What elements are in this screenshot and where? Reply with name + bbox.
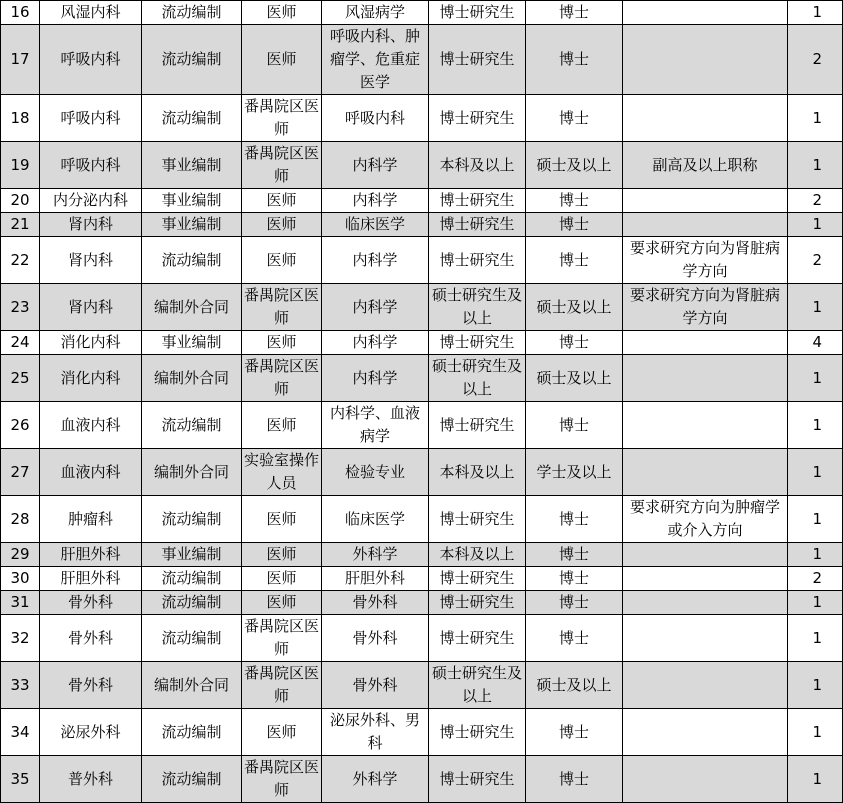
- position-cell: 番禺院区医师: [242, 95, 322, 142]
- requirement-note-cell: [623, 95, 788, 142]
- position-cell: 医师: [242, 25, 322, 95]
- requirement-note-cell: [623, 449, 788, 496]
- department-cell: 肝胆外科: [40, 543, 142, 567]
- education-cell: 博士研究生: [429, 25, 526, 95]
- position-cell: 医师: [242, 331, 322, 355]
- row-number: 17: [1, 25, 40, 95]
- education-cell: 博士研究生: [429, 189, 526, 213]
- table-row: [1, 331, 843, 355]
- major-cell: 临床医学: [322, 496, 429, 543]
- degree-cell: 硕士及以上: [526, 355, 623, 402]
- position-cell: 番禺院区医师: [242, 142, 322, 189]
- position-cell: 医师: [242, 402, 322, 449]
- headcount-cell: 1: [788, 615, 843, 662]
- table-row: [1, 213, 843, 237]
- staffing-type-cell: 流动编制: [142, 237, 242, 284]
- headcount-cell: 1: [788, 449, 843, 496]
- table-row: [1, 237, 843, 284]
- education-cell: 本科及以上: [429, 449, 526, 496]
- education-cell: 博士研究生: [429, 213, 526, 237]
- education-cell: 博士研究生: [429, 756, 526, 803]
- staffing-type-cell: 流动编制: [142, 95, 242, 142]
- headcount-cell: 1: [788, 662, 843, 709]
- headcount-cell: 2: [788, 189, 843, 213]
- requirement-note-cell: [623, 189, 788, 213]
- education-cell: 博士研究生: [429, 1, 526, 25]
- row-number: 21: [1, 213, 40, 237]
- education-cell: 博士研究生: [429, 615, 526, 662]
- row-number: 19: [1, 142, 40, 189]
- education-cell: 本科及以上: [429, 543, 526, 567]
- table-row: [1, 709, 843, 756]
- position-cell: 实验室操作人员: [242, 449, 322, 496]
- row-number: 27: [1, 449, 40, 496]
- major-cell: 呼吸内科: [322, 95, 429, 142]
- requirement-note-cell: [623, 567, 788, 591]
- education-cell: 硕士研究生及以上: [429, 355, 526, 402]
- requirement-note-cell: [623, 756, 788, 803]
- staffing-type-cell: 事业编制: [142, 331, 242, 355]
- requirement-note-cell: [623, 355, 788, 402]
- education-cell: 博士研究生: [429, 591, 526, 615]
- education-cell: 硕士研究生及以上: [429, 284, 526, 331]
- degree-cell: 博士: [526, 567, 623, 591]
- position-cell: 番禺院区医师: [242, 284, 322, 331]
- staffing-type-cell: 流动编制: [142, 25, 242, 95]
- staffing-type-cell: 编制外合同: [142, 284, 242, 331]
- headcount-cell: 1: [788, 709, 843, 756]
- position-cell: 番禺院区医师: [242, 615, 322, 662]
- position-cell: 医师: [242, 189, 322, 213]
- degree-cell: 博士: [526, 189, 623, 213]
- education-cell: 博士研究生: [429, 567, 526, 591]
- staffing-type-cell: 流动编制: [142, 567, 242, 591]
- degree-cell: 博士: [526, 709, 623, 756]
- degree-cell: 博士: [526, 591, 623, 615]
- degree-cell: 硕士及以上: [526, 284, 623, 331]
- staffing-type-cell: 事业编制: [142, 189, 242, 213]
- department-cell: 肾内科: [40, 284, 142, 331]
- row-number: 23: [1, 284, 40, 331]
- degree-cell: 博士: [526, 213, 623, 237]
- row-number: 16: [1, 1, 40, 25]
- education-cell: 博士研究生: [429, 95, 526, 142]
- staffing-type-cell: 流动编制: [142, 402, 242, 449]
- degree-cell: 硕士及以上: [526, 142, 623, 189]
- requirement-note-cell: 副高及以上职称: [623, 142, 788, 189]
- requirement-note-cell: [623, 662, 788, 709]
- education-cell: 博士研究生: [429, 331, 526, 355]
- degree-cell: 博士: [526, 95, 623, 142]
- table-row: [1, 284, 843, 331]
- headcount-cell: 1: [788, 496, 843, 543]
- table-row: [1, 355, 843, 402]
- department-cell: 泌尿外科: [40, 709, 142, 756]
- staffing-type-cell: 事业编制: [142, 142, 242, 189]
- major-cell: 内科学: [322, 142, 429, 189]
- position-cell: 医师: [242, 591, 322, 615]
- requirement-note-cell: [623, 709, 788, 756]
- major-cell: 肝胆外科: [322, 567, 429, 591]
- degree-cell: 博士: [526, 331, 623, 355]
- position-cell: 番禺院区医师: [242, 756, 322, 803]
- table-row: [1, 95, 843, 142]
- row-number: 30: [1, 567, 40, 591]
- department-cell: 肾内科: [40, 213, 142, 237]
- position-cell: 医师: [242, 1, 322, 25]
- row-number: 31: [1, 591, 40, 615]
- requirement-note-cell: [623, 615, 788, 662]
- table-row: [1, 449, 843, 496]
- degree-cell: 博士: [526, 543, 623, 567]
- major-cell: 内科学: [322, 355, 429, 402]
- department-cell: 肝胆外科: [40, 567, 142, 591]
- table-row: [1, 402, 843, 449]
- table-body: [1, 1, 843, 803]
- degree-cell: 博士: [526, 1, 623, 25]
- requirement-note-cell: [623, 331, 788, 355]
- requirement-note-cell: [623, 402, 788, 449]
- requirement-note-cell: [623, 543, 788, 567]
- staffing-type-cell: 编制外合同: [142, 449, 242, 496]
- row-number: 29: [1, 543, 40, 567]
- staffing-type-cell: 流动编制: [142, 1, 242, 25]
- degree-cell: 博士: [526, 237, 623, 284]
- row-number: 25: [1, 355, 40, 402]
- position-cell: 番禺院区医师: [242, 355, 322, 402]
- education-cell: 本科及以上: [429, 142, 526, 189]
- headcount-cell: 1: [788, 402, 843, 449]
- department-cell: 内分泌内科: [40, 189, 142, 213]
- education-cell: 博士研究生: [429, 496, 526, 543]
- requirement-note-cell: [623, 213, 788, 237]
- degree-cell: 博士: [526, 615, 623, 662]
- table-row: [1, 567, 843, 591]
- education-cell: 博士研究生: [429, 402, 526, 449]
- row-number: 20: [1, 189, 40, 213]
- table-row: [1, 189, 843, 213]
- major-cell: 内科学、血液病学: [322, 402, 429, 449]
- department-cell: 呼吸内科: [40, 95, 142, 142]
- major-cell: 泌尿外科、男科: [322, 709, 429, 756]
- table-row: [1, 1, 843, 25]
- major-cell: 骨外科: [322, 662, 429, 709]
- row-number: 34: [1, 709, 40, 756]
- staffing-type-cell: 编制外合同: [142, 355, 242, 402]
- headcount-cell: 1: [788, 213, 843, 237]
- department-cell: 风湿内科: [40, 1, 142, 25]
- department-cell: 血液内科: [40, 402, 142, 449]
- position-cell: 医师: [242, 237, 322, 284]
- department-cell: 普外科: [40, 756, 142, 803]
- staffing-type-cell: 事业编制: [142, 213, 242, 237]
- major-cell: 风湿病学: [322, 1, 429, 25]
- row-number: 22: [1, 237, 40, 284]
- headcount-cell: 2: [788, 567, 843, 591]
- requirement-note-cell: 要求研究方向为肾脏病学方向: [623, 237, 788, 284]
- department-cell: 肿瘤科: [40, 496, 142, 543]
- degree-cell: 博士: [526, 756, 623, 803]
- row-number: 35: [1, 756, 40, 803]
- position-cell: 医师: [242, 213, 322, 237]
- requirement-note-cell: [623, 25, 788, 95]
- education-cell: 博士研究生: [429, 237, 526, 284]
- position-cell: 医师: [242, 709, 322, 756]
- requirement-note-cell: [623, 1, 788, 25]
- row-number: 33: [1, 662, 40, 709]
- staffing-type-cell: 编制外合同: [142, 662, 242, 709]
- row-number: 18: [1, 95, 40, 142]
- degree-cell: 学士及以上: [526, 449, 623, 496]
- headcount-cell: 1: [788, 1, 843, 25]
- major-cell: 检验专业: [322, 449, 429, 496]
- major-cell: 骨外科: [322, 591, 429, 615]
- degree-cell: 博士: [526, 496, 623, 543]
- row-number: 32: [1, 615, 40, 662]
- major-cell: 内科学: [322, 331, 429, 355]
- table-row: [1, 496, 843, 543]
- requirement-note-cell: 要求研究方向为肾脏病学方向: [623, 284, 788, 331]
- headcount-cell: 4: [788, 331, 843, 355]
- degree-cell: 硕士及以上: [526, 662, 623, 709]
- table-row: [1, 591, 843, 615]
- staffing-type-cell: 事业编制: [142, 543, 242, 567]
- headcount-cell: 2: [788, 25, 843, 95]
- major-cell: 临床医学: [322, 213, 429, 237]
- position-cell: 医师: [242, 567, 322, 591]
- headcount-cell: 1: [788, 543, 843, 567]
- row-number: 24: [1, 331, 40, 355]
- requirement-note-cell: [623, 591, 788, 615]
- major-cell: 骨外科: [322, 615, 429, 662]
- table-row: [1, 615, 843, 662]
- table-row: [1, 662, 843, 709]
- headcount-cell: 1: [788, 355, 843, 402]
- table-row: [1, 756, 843, 803]
- major-cell: 呼吸内科、肿瘤学、危重症医学: [322, 25, 429, 95]
- major-cell: 内科学: [322, 189, 429, 213]
- department-cell: 骨外科: [40, 591, 142, 615]
- staffing-type-cell: 流动编制: [142, 615, 242, 662]
- table-row: [1, 25, 843, 95]
- department-cell: 呼吸内科: [40, 142, 142, 189]
- department-cell: 呼吸内科: [40, 25, 142, 95]
- department-cell: 消化内科: [40, 355, 142, 402]
- major-cell: 内科学: [322, 284, 429, 331]
- staffing-type-cell: 流动编制: [142, 591, 242, 615]
- position-cell: 医师: [242, 496, 322, 543]
- staffing-type-cell: 流动编制: [142, 709, 242, 756]
- degree-cell: 博士: [526, 25, 623, 95]
- department-cell: 消化内科: [40, 331, 142, 355]
- table-row: [1, 142, 843, 189]
- department-cell: 骨外科: [40, 615, 142, 662]
- headcount-cell: 2: [788, 237, 843, 284]
- degree-cell: 博士: [526, 402, 623, 449]
- department-cell: 肾内科: [40, 237, 142, 284]
- major-cell: 外科学: [322, 543, 429, 567]
- major-cell: 外科学: [322, 756, 429, 803]
- position-cell: 医师: [242, 543, 322, 567]
- headcount-cell: 1: [788, 95, 843, 142]
- position-cell: 番禺院区医师: [242, 662, 322, 709]
- headcount-cell: 1: [788, 142, 843, 189]
- row-number: 28: [1, 496, 40, 543]
- staffing-type-cell: 流动编制: [142, 496, 242, 543]
- major-cell: 内科学: [322, 237, 429, 284]
- headcount-cell: 1: [788, 591, 843, 615]
- department-cell: 血液内科: [40, 449, 142, 496]
- staffing-type-cell: 流动编制: [142, 756, 242, 803]
- department-cell: 骨外科: [40, 662, 142, 709]
- headcount-cell: 1: [788, 284, 843, 331]
- row-number: 26: [1, 402, 40, 449]
- education-cell: 博士研究生: [429, 709, 526, 756]
- headcount-cell: 1: [788, 756, 843, 803]
- requirement-note-cell: 要求研究方向为肿瘤学或介入方向: [623, 496, 788, 543]
- table-row: [1, 543, 843, 567]
- education-cell: 硕士研究生及以上: [429, 662, 526, 709]
